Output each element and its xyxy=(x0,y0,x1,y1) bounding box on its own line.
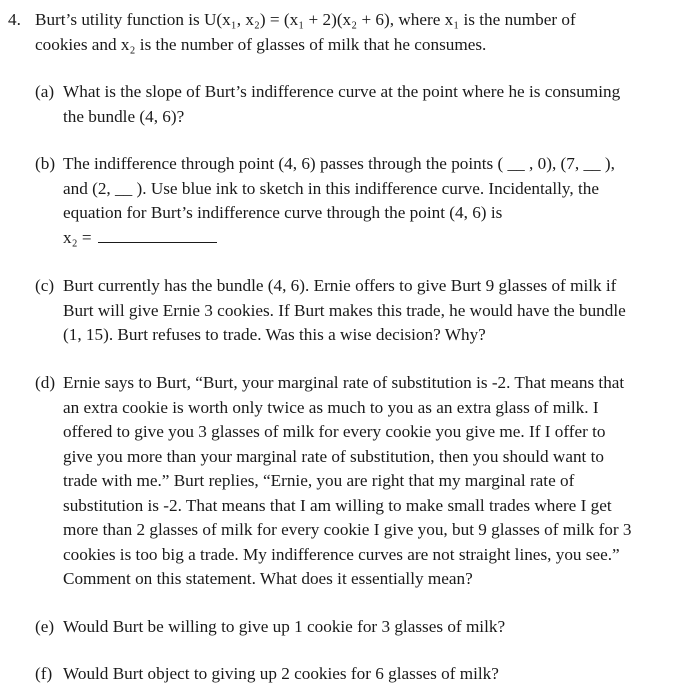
part-c-line: (1, 15). Burt refuses to trade. Was this a wise decision? Why? xyxy=(63,325,486,344)
part-e-line: Would Burt be willing to give up 1 cookie for 3 glasses of milk? xyxy=(63,617,506,636)
part-c xyxy=(35,274,680,348)
part-label: (a) xyxy=(35,82,55,101)
part-label: (c) xyxy=(35,276,55,295)
stem-line: Burt’s utility function is U(x₁, x₂) = (x₁ + 2)(x₂ + 6), where x₁ is the number of xyxy=(35,10,576,29)
answer-line xyxy=(63,226,680,251)
part-d-line: Ernie says to Burt, “Burt, your marginal rate of substitution is -2. That means that xyxy=(63,373,625,392)
question-number: 4. xyxy=(8,10,21,29)
part-b xyxy=(35,152,680,250)
question-stem xyxy=(35,8,685,57)
part-label: (f) xyxy=(35,664,53,683)
part-b-line: The indifference through point (4, 6) passes through the points ( __ , 0), (7, __ ), xyxy=(63,154,615,173)
part-d-line: substitution is -2. That means that I am willing to make small trades where I get xyxy=(63,495,612,515)
part-a-line: What is the slope of Burt’s indifference curve at the point where he is consuming xyxy=(63,82,621,101)
part-a-line: the bundle (4, 6)? xyxy=(63,106,185,126)
part-label: (d) xyxy=(35,373,56,392)
part-d-line: offered to give you 3 glasses of milk for every cookie you give me. If I offer to xyxy=(63,422,606,441)
answer-prefix: x₂ = xyxy=(63,227,92,247)
part-c-line: Burt currently has the bundle (4, 6). Ernie offers to give Burt 9 glasses of milk if xyxy=(63,276,617,295)
part-a xyxy=(35,80,680,129)
stem-line: cookies and x₂ is the number of glasses of milk that he consumes. xyxy=(35,34,487,54)
part-d xyxy=(35,371,680,592)
part-d-line: trade with me.” Burt replies, “Ernie, you are right that my marginal rate of xyxy=(63,471,575,490)
part-e xyxy=(35,615,680,640)
part-f-line: Would Burt object to giving up 2 cookies for 6 glasses of milk? xyxy=(63,664,499,683)
part-label: (e) xyxy=(35,617,55,636)
part-f xyxy=(35,662,680,687)
part-b-line: equation for Burt’s indifference curve through the point (4, 6) is xyxy=(63,203,503,222)
part-d-line: give you more than your marginal rate of substitution, then you should want to xyxy=(63,446,605,466)
part-d-line: an extra cookie is worth only twice as much to you as an extra glass of milk. I xyxy=(63,397,599,417)
part-label: (b) xyxy=(35,154,56,173)
part-b-line: and (2, __ ). Use blue ink to sketch in this indifference curve. Incidentally, the xyxy=(63,178,599,198)
answer-blank[interactable] xyxy=(98,227,217,243)
part-d-line: Comment on this statement. What does it essentially mean? xyxy=(63,569,473,588)
part-d-line: more than 2 glasses of milk for every cookie I give you, but 9 glasses of milk for 3 xyxy=(63,520,632,539)
part-d-line: cookies is too big a trade. My indifference curves are not straight lines, you see.” xyxy=(63,544,620,564)
part-c-line: Burt will give Ernie 3 cookies. If Burt makes this trade, he would have the bundle xyxy=(63,300,626,320)
